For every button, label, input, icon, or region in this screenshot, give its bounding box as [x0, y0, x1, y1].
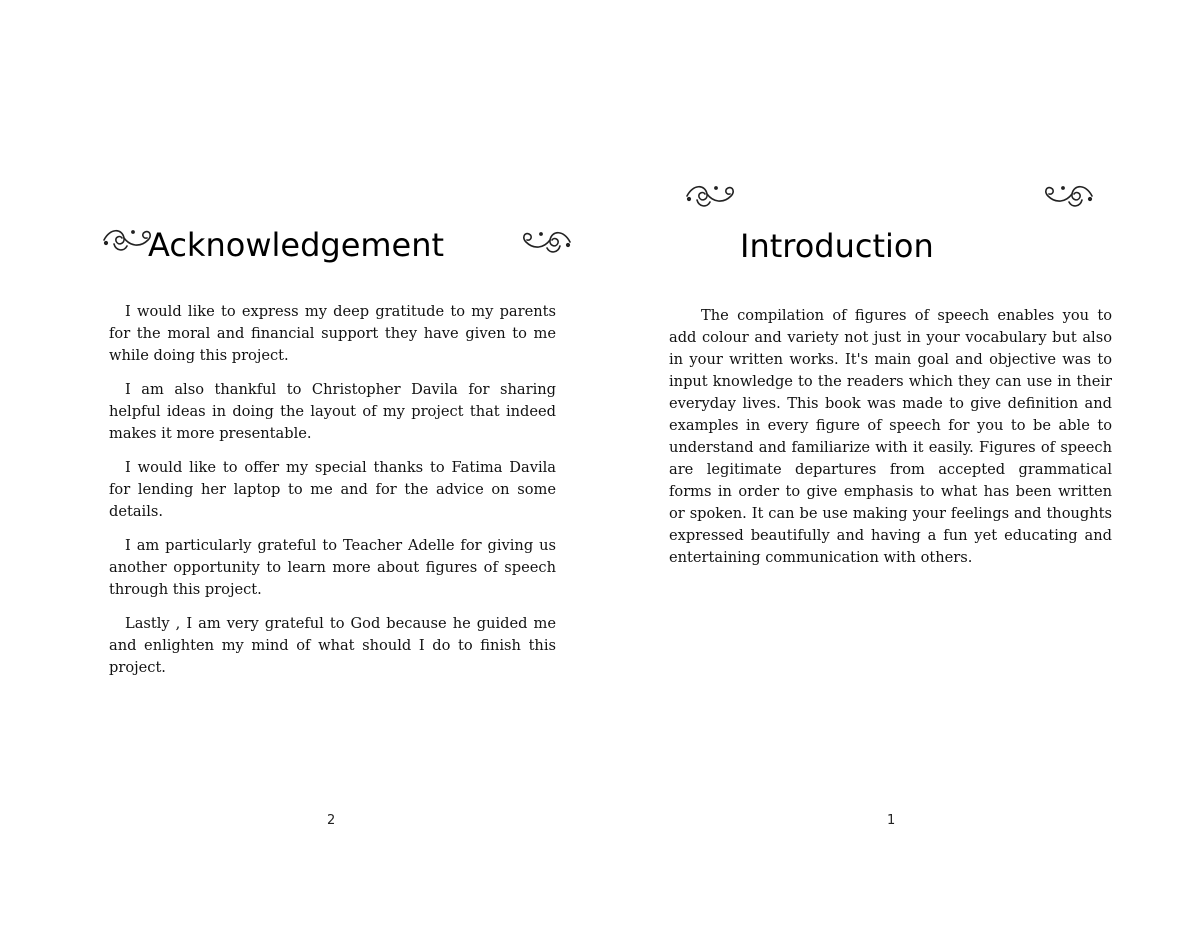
paragraph: I am particularly grateful to Teacher Adelle for giving us another opportunity to learn more about figures of speech through this project.: [109, 537, 556, 598]
page-number: 2: [327, 813, 336, 828]
paragraph: Lastly , I am very grateful to God because he guided me and enlighten my mind of what should I do to finish this project.: [109, 615, 556, 676]
flourish-swirl-icon: [1040, 180, 1096, 212]
page-title: Introduction: [740, 227, 934, 265]
flourish-swirl-icon: [683, 180, 739, 212]
acknowledgement-body: [109, 301, 556, 691]
paragraph: I would like to offer my special thanks to Fatima Davila for lending her laptop to me and for the advice on some details.: [109, 459, 556, 520]
paragraph: The compilation of figures of speech enables you to add colour and variety not just in your vocabulary but also in your written works. It's main goal and objective was to input knowledge to the readers which they can use in their everyday lives. This book was made to give definition and examples in every figure of speech for you to be able to understand and familiarize with it easily. Figures of speech are legitimate departures from accepted grammatical forms in order to give emphasis to what has been written or spoken. It can be use making your feelings and thoughts expressed beautifully and having a fun yet educating and entertaining communication with others.: [669, 307, 1112, 566]
paragraph: I would like to express my deep gratitude to my parents for the moral and financial support they have given to me while doing this project.: [109, 303, 556, 364]
page-number: 1: [887, 813, 896, 828]
paragraph: I am also thankful to Christopher Davila for sharing helpful ideas in doing the layout of my project that indeed makes it more presentable.: [109, 381, 556, 442]
flourish-swirl-icon: [518, 226, 574, 258]
page-title: Acknowledgement: [148, 226, 445, 264]
introduction-body: [669, 305, 1112, 581]
introduction-page: [600, 0, 1200, 927]
